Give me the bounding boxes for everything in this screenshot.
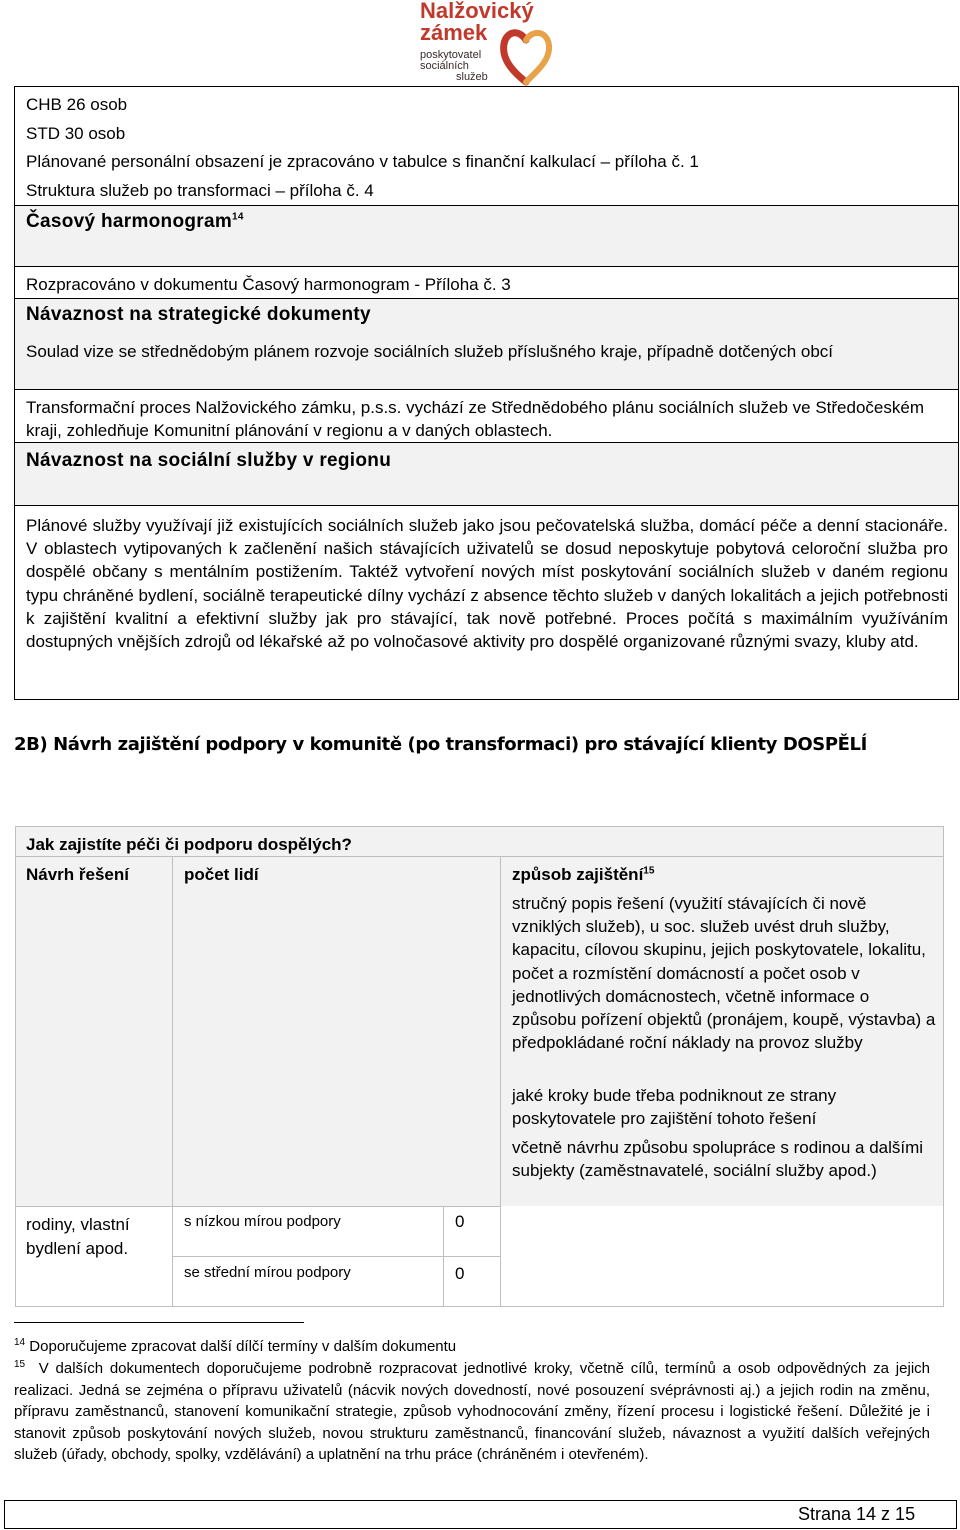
strategic-answer: Transformační proces Nalžovického zámku, p.s.s. vychází ze Střednědobého plánu sociálních služeb ve Středočeském kraji, zohledňuje Komunitní plánování v regionu a v daných oblastech. <box>26 398 924 440</box>
heart-logo-icon <box>500 24 552 86</box>
region-text: Plánové služby využívají již existujících sociálních služeb jako jsou pečovatelská služba, domácí péče a denní stacionáře. V oblastech vytipovaných k začlenění našich stávajících uživatelů se dosud neposkytuje pobytová celoroční služba pro dospělé občany s mentálním postižením. Taktéž vytvoření nových míst poskytování sociálních služeb v daném regionu typu chráněné bydlení, sociálně terapeutické dílny vychází z absence těchto služeb v daných lokalitách a jejich potřebnosti k zajištění kvalitní a efektivní služby jak pro stávající, tak nově potřebné. Proces počítá s maximálním využíváním dostupných vnějších zdrojů od lékařské až po volnočasové aktivity pro dospělé organizované různými svazy, kluby atd. <box>26 516 948 652</box>
structure-note: Struktura služeb po transformaci – příloha č. 4 <box>26 181 374 200</box>
row-label-low-support: s nízkou mírou podpory <box>184 1213 341 1230</box>
row-label-medium-support: se střední mírou podpory <box>184 1264 351 1281</box>
strategic-question: Soulad vize se střednědobým plánem rozvoje sociálních služeb příslušného kraje, případně dotčených obcí <box>26 342 834 361</box>
harmonogram-title: Časový harmonogram$^{14}$ <box>26 211 244 232</box>
logo-text-line1: Nalžovický <box>420 0 534 23</box>
footnote-separator <box>14 1322 304 1323</box>
capacity-chb: CHB 26 osob <box>26 95 128 114</box>
page-number: Strana 14 z 15 <box>798 1504 916 1524</box>
col-header-zpusob: způsob zajištění$^{15}$ <box>512 865 655 884</box>
col-header-navrh: Návrh řešení <box>26 865 129 884</box>
personnel-note: Plánované personální obsazení je zpracováno v tabulce s finanční kalkulací – příloha č. 1 <box>26 152 699 171</box>
logo-text-line2: zámek <box>420 20 488 45</box>
strategic-title: Návaznost na strategické dokumenty <box>26 304 371 325</box>
solution-description: stručný popis řešení (využití stávajících či nově vzniklých služeb), u soc. služeb uvést druh služby, kapacitu, cílovou skupinu, jejich poskytovatele, lokalitu, počet a rozmístění domácností a počet osob v jednotlivých domácnostech, včetně informace o způsobu pořízení objektů (pronájem, koupě, výstavba) a předpokládané roční náklady na provoz služby <box>512 894 936 1053</box>
footnote-14: $^{14}$ Doporučujeme zpracovat další dílčí termíny v dalším dokumentu <box>14 1337 457 1355</box>
col-header-pocet: počet lidí <box>184 865 259 884</box>
row-label-families: rodiny, vlastní bydlení apod. <box>26 1215 130 1258</box>
family-cooperation: včetně návrhu způsobu spolupráce s rodinou a dalšími subjekty (zaměstnavatelé, sociální služby apod.) <box>512 1138 924 1181</box>
section-2b-title: 2B) Návrh zajištění podpory v komunitě (po transformaci) pro stávající klienty DOSPĚLÍ <box>14 734 867 755</box>
row-value-low-support: 0 <box>455 1212 465 1231</box>
footnote-15: $^{15}$ V dalších dokumentech doporučujeme podrobně rozpracovat jednotlivé kroky, včetně cílů, termínů a osob odpovědných za jejich realizaci. Jedná se zejména o přípravu uživatelů (nácvik nových dovedností, nové posouzení svéprávnosti aj.) a jejich rodin na změnu, přípravu zaměstnanců, stanovení komunikační strategie, způsob vyhodnocování změny, řízení procesu i logistické řešení. Důležité je i stanovit způsob poskytování nových služeb, novou strukturu zaměstnanců, financování služeb, návaznost a využití dalších veřejných služeb (úřady, obchody, spolky, vzdělávání) a uplatnění na trhu práce (chráněném i otevřeném). <box>14 1359 930 1463</box>
table2-question: Jak zajistíte péči či podporu dospělých? <box>26 835 352 854</box>
row-value-medium-support: 0 <box>455 1264 465 1283</box>
logo-sub-1: poskytovatel <box>420 49 482 61</box>
harmonogram-text: Rozpracováno v dokumentu Časový harmonogram - Příloha č. 3 <box>26 275 511 294</box>
logo <box>396 0 556 86</box>
provider-steps: jaké kroky bude třeba podniknout ze strany poskytovatele pro zajištění tohoto řešení <box>512 1086 837 1129</box>
capacity-std: STD 30 osob <box>26 124 126 143</box>
logo-sub-2: sociálních <box>420 60 469 72</box>
region-title: Návaznost na sociální služby v regionu <box>26 450 392 471</box>
logo-sub-3: služeb <box>456 71 488 83</box>
